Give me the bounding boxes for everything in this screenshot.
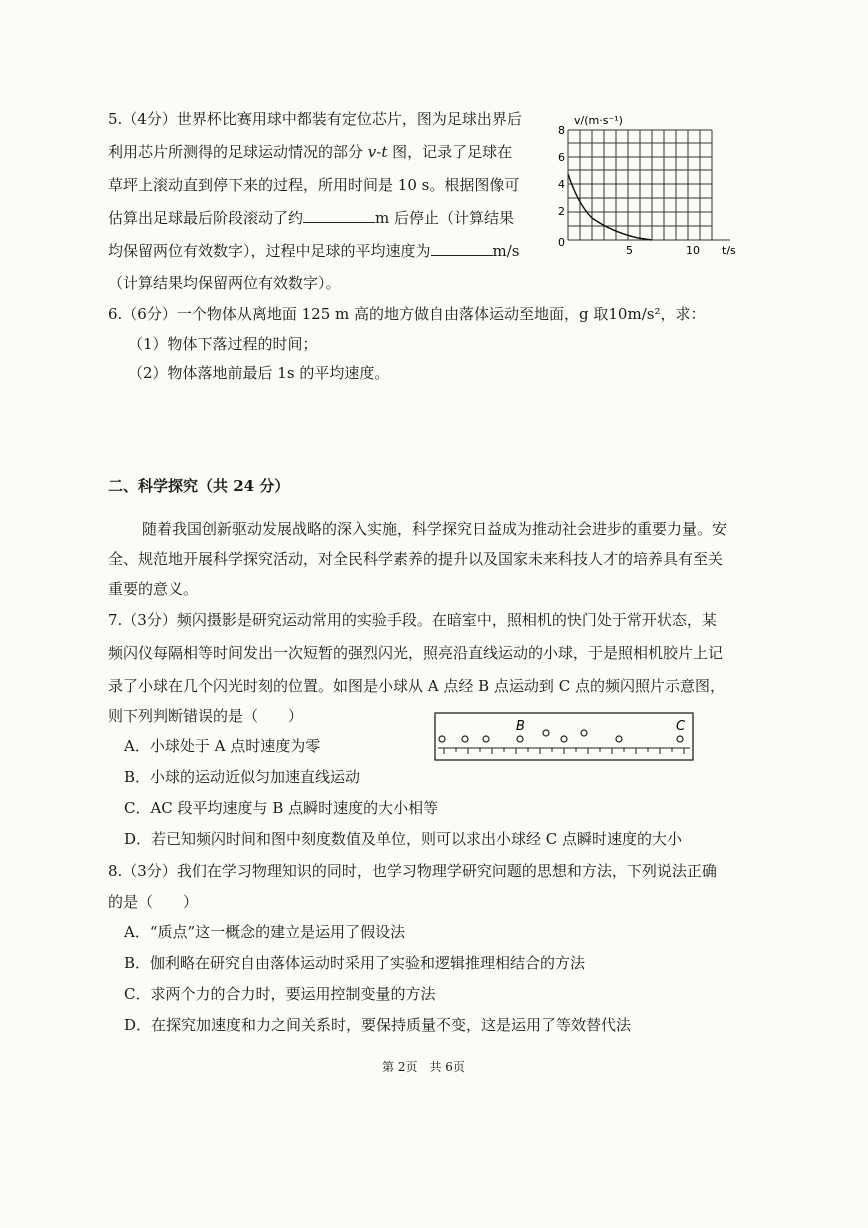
strobe-photo-figure [434,712,696,762]
section-2-intro-2: 全、规范地开展科学探究活动，对全民科学素养的提升以及国家未来科技人才的培养具有至关 [108,550,724,568]
ball-positions [439,730,683,742]
q6-part-2: （2）物体落地前最后 1s 的平均速度。 [128,364,390,382]
graph-grid [568,130,730,240]
graph-ylabel: v/(m·s⁻¹) [574,114,623,127]
page-footer: 第 2页 共 6页 [382,1060,465,1074]
q7-line-4: 则下列判断错误的是（ ） [108,707,304,725]
q7-option-a[interactable]: A．小球处于 A 点时速度为零 [124,737,321,755]
q5-line-5a: 均保留两位有效数字），过程中足球的平均速度为 [108,242,431,260]
q7-line-3: 录了小球在几个闪光时刻的位置。如图是小球从 A 点经 B 点运动到 C 点的频闪照片示意图， [108,677,725,695]
ytick-4: 4 [558,178,565,191]
q5-line-2 [108,141,512,162]
q5-line-3: 草坪上滚动直到停下来的过程，所用时间是 10 s。根据图像可 [108,176,520,194]
q7-line-1: 7.（3分）频闪摄影是研究运动常用的实验手段。在暗室中，照相机的快门处于常开状态，某 [108,611,717,629]
q5-line-5 [108,240,520,261]
q5-line-4 [108,207,514,228]
q8-option-c[interactable]: C．求两个力的合力时，要运用控制变量的方法 [124,985,436,1003]
ytick-8: 8 [558,124,565,137]
ruler-ticks [444,748,684,754]
q5-answer-blank-1[interactable] [303,208,375,223]
ytick-0: 0 [558,236,565,249]
q7-option-b[interactable]: B．小球的运动近似匀加速直线运动 [124,768,361,786]
point-b-label: B [516,719,525,734]
q7-option-c[interactable]: C．AC 段平均速度与 B 点瞬时速度的大小相等 [124,799,439,817]
q5-line-2-text: 利用芯片所测得的足球运动情况的部分 [108,143,364,161]
q6-stem: 6.（6分）一个物体从离地面 125 m 高的地方做自由落体运动至地面，g 取10m/s²，求： [108,305,706,323]
q5-line-2b-text: 图，记录了足球在 [392,143,513,161]
q5-line-1: 5.（4分）世界杯比赛用球中都装有定位芯片，图为足球出界后 [108,110,522,128]
q5-line-5b: m/s [492,242,520,260]
xtick-5: 5 [626,244,633,257]
ytick-2: 2 [558,205,565,218]
graph-xlabel: t/s [722,244,736,257]
q5-line-6: （计算结果均保留两位有效数字）。 [108,274,341,292]
q8-option-a[interactable]: A．“质点”这一概念的建立是运用了假设法 [124,923,406,941]
xtick-10: 10 [686,244,700,257]
q7-line-2: 频闪仪每隔相等时间发出一次短暂的强烈闪光，照亮沿直线运动的小球，于是照相机胶片上记 [108,644,724,662]
q6-part-1: （1）物体下落过程的时间； [128,335,318,353]
q5-line-4a: 估算出足球最后阶段滚动了约 [108,209,304,227]
ytick-6: 6 [558,151,565,164]
q8-line-2: 的是（ ） [108,893,199,911]
q5-line-4b: m 后停止（计算结果 [375,209,515,227]
vt-graph [552,108,742,258]
q5-vt-symbol: v-t [367,143,388,161]
point-c-label: C [676,719,686,734]
q8-line-1: 8.（3分）我们在学习物理知识的同时，也学习物理学研究问题的思想和方法，下列说法正确 [108,862,717,880]
q5-answer-blank-2[interactable] [431,241,493,256]
section-2-heading: 二、科学探究（共 24 分） [108,477,290,495]
section-2-intro-1: 随着我国创新驱动发展战略的深入实施，科学探究日益成为推动社会进步的重要力量。安 [142,520,728,538]
q8-option-b[interactable]: B．伽利略在研究自由落体运动时采用了实验和逻辑推理相结合的方法 [124,954,586,972]
q7-option-d[interactable]: D．若已知频闪时间和图中刻度数值及单位，则可以求出小球经 C 点瞬时速度的大小 [124,830,683,848]
section-2-intro-3: 重要的意义。 [108,580,199,598]
q8-option-d[interactable]: D．在探究加速度和力之间关系时，要保持质量不变，这是运用了等效替代法 [124,1016,632,1034]
